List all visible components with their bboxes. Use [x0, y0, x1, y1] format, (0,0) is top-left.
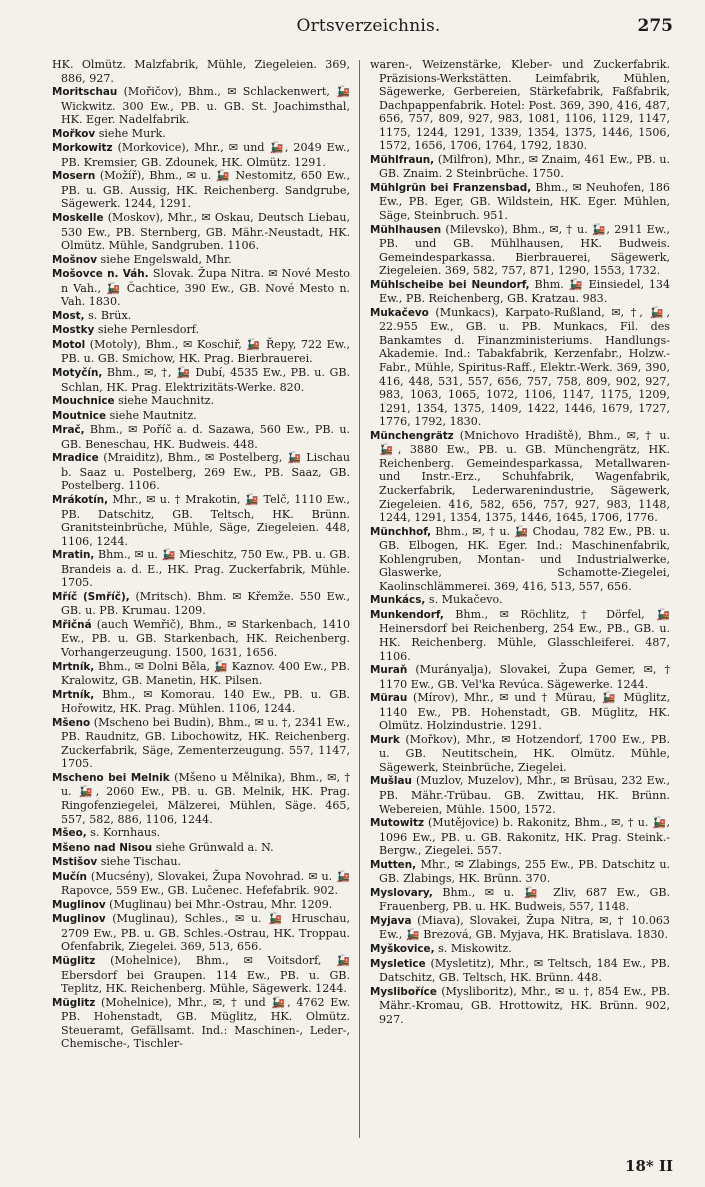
entry-headword: Mühlhausen [370, 223, 442, 236]
directory-entry [52, 309, 350, 324]
directory-entry [370, 306, 670, 429]
directory-entry [52, 618, 350, 660]
entry-headword: Mürau [370, 692, 408, 705]
entry-text: siehe Pernlesdorf. [97, 323, 200, 337]
entry-headword: Mühlgrün bei Franzensbad, [370, 181, 532, 194]
directory-entry [52, 898, 350, 913]
entry-headword: Muglinov [52, 913, 106, 926]
entry-headword: Myškovice, [370, 943, 435, 955]
entry-text: (Mritsch). Bhm. ✉ Křemže. 550 Ew., GB. u. PB. Krumau. 1209. [61, 589, 350, 618]
entry-text: siehe Murk. [98, 126, 166, 140]
directory-entry [52, 141, 350, 169]
right-column [370, 58, 670, 1158]
directory-entry [52, 423, 350, 451]
directory-entry [370, 774, 670, 816]
directory-entry [52, 826, 350, 841]
entry-text: Bhm., ✉, †, 🚂 Dubí, 4535 Ew., PB. u. GB. Schlan, HK. Prag. Elektrizitäts-Werke. 820. [61, 366, 350, 394]
entry-headword: Mscheno bei Melnik [52, 771, 170, 784]
entry-text: (Mořkov), Mhr., ✉ Hotzendorf, 1700 Ew., PB. u. GB. Neutitschein, HK. Olmütz. Mühle, Sägewerk, Steinbrüche, Ziegelei. [379, 732, 670, 774]
directory-entry [52, 169, 350, 211]
entry-headword: Münchhof, [370, 525, 432, 538]
entry-headword: Moritschau [52, 86, 118, 99]
entry-headword: Mukačevo [370, 306, 429, 319]
entry-text: (Mysletitz), Mhr., ✉ Teltsch, 184 Ew., PB. Datschitz, GB. Teltsch, HK. Brünn. 448. [379, 956, 670, 985]
directory-entry [370, 985, 670, 1027]
entry-text: (Moskov), Mhr., ✉ Oskau, Deutsch Liebau, 530 Ew., PB. Sternberg, GB. Mähr.-Neustadt, HK. Olmütz. Mühle, Sandgruben. 1106. [61, 211, 350, 253]
directory-entry [52, 451, 350, 493]
directory-entry [370, 593, 670, 608]
entry-text: siehe Engelswald, Mhr. [100, 252, 232, 266]
entry-headword: Muglinov [52, 898, 106, 911]
directory-entry [52, 870, 350, 898]
entry-headword: Mühlfraun, [370, 153, 435, 166]
directory-entry [370, 429, 670, 525]
entry-text: Bhm., ✉ Neuhofen, 186 Ew., PB. Eger, GB. Wildstein, HK. Eger. Mühlen, Säge, Steinbruch. 951. [379, 180, 670, 223]
entry-headword: Moutnice [52, 409, 107, 422]
entry-headword: Müglitz [52, 955, 96, 967]
entry-text: siehe Grünwald a. N. [155, 840, 274, 854]
entry-headword: Mrtník, [52, 660, 95, 673]
directory-entry [52, 409, 350, 424]
entry-text: (Mscheno bei Budin), Bhm., ✉ u. †, 2341 Ew., PB. Raudnitz, GB. Libochowitz, HK. Reichenberg. Zuckerfabrik, Säge, Zementerzeugung. 557, 1147, 1705. [61, 715, 350, 771]
directory-entry [370, 816, 670, 858]
entry-text: siehe Mauchnitz. [118, 394, 215, 408]
entry-headword: Myslovary, [370, 886, 433, 899]
entry-text: (Mořičov), Bhm., ✉ Schlackenwert, 🚂 Wickwitz. 300 Ew., PB. u. GB. St. Joachimsthal, HK. Eger. Nadelfabrik. [61, 85, 350, 127]
entry-text: (Muglinau) bei Mhr.-Ostrau, Mhr. 1209. [109, 897, 333, 911]
entry-headword: Munkács, [370, 594, 426, 607]
directory-entry [52, 855, 350, 870]
running-header [60, 16, 677, 42]
entry-headword: Mřičná [52, 618, 92, 631]
directory-entry [52, 590, 350, 618]
entry-text: siehe Mautnitz. [109, 408, 197, 422]
directory-entry [370, 223, 670, 278]
entry-text: (Mírov), Mhr., ✉ und † Mürau, 🚂 Müglitz, 1140 Ew., PB. Hohenstadt, GB. Müglitz, HK. Olmütz. Holzindustrie. 1291. [379, 691, 670, 733]
directory-entry [370, 608, 670, 663]
directory-entry [370, 525, 670, 594]
directory-entry [52, 548, 350, 590]
directory-entry [370, 914, 670, 942]
entry-text: (Miava), Slovakei, Župa Nitra, ✉, † 10.063 Ew., 🚂 Brezová, GB. Myjava, HK. Bratislava. 1830. [379, 913, 670, 942]
entry-text: Bhm., ✉ Röchlitz, † Dörfel, 🚂 Heinersdorf bei Reichenberg, 254 Ew., PB., GB. u. HK. Reichenberg. Mühle, Glasschleiferei. 487, 1106. [379, 607, 670, 663]
entry-text: (Mohelnice), Mhr., ✉, † und 🚂, 4762 Ew. PB. Hohenstadt, GB. Müglitz, HK. Olmütz. Steueramt, Gefällsamt. Ind.: Maschinen-, Leder-, Chemische-, Tischler- [61, 995, 350, 1051]
entry-headword: Muraň [370, 664, 408, 677]
directory-entry [52, 660, 350, 688]
entry-text: s. Brüx. [88, 308, 132, 322]
directory-entry [52, 323, 350, 338]
entry-text: Bhm., ✉ u. 🚂 Zliv, 687 Ew., GB. Frauenberg, PB. u. HK. Budweis, 557, 1148. [379, 885, 670, 914]
entry-text: Mhr., ✉ Zlabings, 255 Ew., PB. Datschitz u. GB. Zlabings, HK. Brünn. 370. [379, 857, 670, 886]
entry-text: (auch Wemřič), Bhm., ✉ Starkenbach, 1410 Ew., PB. u. GB. Starkenbach, HK. Reichenberg. Vorhangerzeugung. 1500, 1631, 1656. [61, 617, 350, 659]
entry-text: (Milevsko), Bhm., ✉, † u. 🚂, 2911 Ew., PB. und GB. Mühlhausen, HK. Budweis. Gemeindesparkassa. Bierbrauerei, Sägewerk, Ziegeleien. 369, 582, 757, 871, 1290, 1553, 1732. [379, 222, 670, 278]
page-title: Ortsverzeichnis. [296, 16, 441, 36]
directory-entry [370, 58, 670, 153]
entry-text: (Mšeno u Mělnika), Bhm., ✉, † u. 🚂, 2060 Ew., PB. u. GB. Melnik, HK. Prag. Ringofenziegelei, Mälzerei, Mühlen, Säge. 465, 557, 582, 886, 1106, 1244. [61, 770, 350, 826]
directory-entry [52, 954, 350, 996]
entry-text: Bhm., ✉ u. 🚂 Mieschitz, 750 Ew., PB. u. GB. Brandeis a. d. E., HK. Prag. Zuckerfabrik, Mühle. 1705. [61, 548, 350, 590]
directory-entry [52, 338, 350, 366]
directory-entry [370, 181, 670, 223]
directory-entry [370, 942, 670, 957]
entry-text: (Mysliboritz), Mhr., ✉ u. †, 854 Ew., PB. Mähr.-Kromau, GB. Hrottowitz, HK. Brünn. 902, 927. [379, 984, 670, 1026]
entry-headword: Mostky [52, 324, 95, 337]
entry-text: (Možíř), Bhm., ✉ u. 🚂 Nestomitz, 650 Ew., PB. u. GB. Aussig, HK. Reichenberg. Sandgrube, Sägewerk. 1244, 1291. [61, 169, 350, 211]
entry-text: (Mraiditz), Bhm., ✉ Postelberg, 🚂 Lischau b. Saaz u. Postelberg, 269 Ew., PB. Saaz, GB. Postelberg. 1106. [61, 451, 350, 493]
entry-text: Mhr., ✉ u. † Mrakotin, 🚂 Telč, 1110 Ew., PB. Datschitz, GB. Teltsch, HK. Brünn. Granitsteinbrüche, Mühle, Säge, Ziegeleien. 448, 1106, 1244. [61, 492, 350, 548]
entry-text: Bhm., ✉ Komorau. 140 Ew., PB. u. GB. Hořowitz, HK. Prag. Mühlen. 1106, 1244. [61, 687, 350, 716]
entry-headword: Münchengrätz [370, 429, 454, 442]
entry-headword: Mouchnice [52, 395, 115, 408]
entry-headword: Mořkov [52, 127, 96, 140]
entry-headword: Mříč (Smříč), [52, 590, 130, 603]
entry-headword: Müglitz [52, 996, 96, 1009]
entry-headword: Mrač, [52, 424, 85, 437]
directory-entry [52, 912, 350, 954]
entry-headword: Murk [370, 733, 400, 746]
entry-text: (Motoly), Bhm., ✉ Koschiř, 🚂 Řepy, 722 Ew., PB. u. GB. Smichow, HK. Prag. Bierbrauerei. [61, 337, 350, 366]
entry-headword: Mutten, [370, 858, 417, 871]
entry-text: Bhm. 🚂 Einsiedel, 134 Ew., PB. Reichenberg, GB. Kratzau. 983. [379, 277, 670, 306]
column-divider [359, 60, 360, 1138]
entry-text: (Muglinau), Schles., ✉ u. 🚂 Hruschau, 2709 Ew., PB. u. GB. Schles.-Ostrau, HK. Troppau. Ofenfabrik, Ziegelei. 369, 513, 656. [61, 912, 350, 954]
directory-entry [52, 85, 350, 127]
entry-text: (Mohelnice), Bhm., ✉ Voitsdorf, 🚂 Ebersdorf bei Graupen. 114 Ew., PB. u. GB. Teplitz, HK. Reichenberg. Mühle, Sägewerk. 1244. [61, 954, 350, 996]
entry-headword: Mšeno nad Nisou [52, 841, 153, 854]
entry-headword: Mosern [52, 170, 96, 183]
entry-text: s. Miskowitz. [438, 942, 512, 955]
directory-entry [52, 771, 350, 826]
entry-headword: Mstišov [52, 856, 98, 869]
directory-entry [370, 278, 670, 306]
entry-headword: Moskelle [52, 212, 104, 225]
directory-entry [370, 691, 670, 733]
directory-entry [370, 153, 670, 181]
entry-headword: Mšeno [52, 716, 91, 729]
entry-text: s. Mukačevo. [428, 593, 503, 607]
entry-text: waren-, Weizenstärke, Kleber- und Zuckerfabrik. Präzisions-Werkstätten. Leimfabrik, Mühlen, Sägewerke, Gerbereien, Stärkefabrik, Faßfabrik, Dachpappenfabrik. Hotel: Post. 369, 390, 416, 487, 656, 757, 809, 927, 983, 1081, 1106, 1129, 1147, 1175, 1244, 1291, 1339, 1354, 1375, 1446, 1506, 1572, 1656, 1706, 1764, 1792, 1830. [370, 58, 670, 153]
directory-entry [52, 211, 350, 253]
entry-text: (Milfron), Mhr., ✉ Znaim, 461 Ew., PB. u. GB. Znaim. 2 Steinbrüche. 1750. [379, 152, 670, 181]
entry-headword: Mratin, [52, 549, 95, 562]
entry-headword: Myjava [370, 914, 412, 927]
entry-text: s. Kornhaus. [90, 826, 161, 840]
entry-headword: Mrákotín, [52, 493, 109, 506]
entry-headword: Mšeo, [52, 827, 87, 840]
directory-entry [52, 996, 350, 1051]
directory-entry [370, 858, 670, 886]
directory-entry [52, 394, 350, 409]
entry-headword: Munkendorf, [370, 608, 444, 621]
entry-headword: Mrtník, [52, 688, 95, 701]
entry-headword: Mühlscheibe bei Neundorf, [370, 278, 530, 291]
directory-entry [52, 127, 350, 142]
directory-entry [52, 493, 350, 548]
entry-text: Bhm., ✉, † u. 🚂 Chodau, 782 Ew., PB. u. GB. Elbogen, HK. Eger. Ind.: Maschinenfabrik, Kohlengruben, Montan- und Industrialwerke, Glaswerke, Schamotte-Ziegelei, Kaolinschlämmerei. 369, 416, 513, 557, 656. [379, 524, 670, 593]
entry-headword: Motol [52, 338, 86, 351]
entry-headword: Mošovce n. Váh. [52, 268, 149, 281]
entry-text: Bhm., ✉ Poříč a. d. Sazawa, 560 Ew., PB. u. GB. Beneschau, HK. Budweis. 448. [61, 423, 350, 451]
left-column [52, 58, 350, 1158]
directory-entry [52, 688, 350, 716]
entry-text: (Mnichovo Hradiště), Bhm., ✉, † u. 🚂, 3880 Ew., PB. u. GB. Münchengrätz, HK. Reichenberg. Gemeindesparkassa, Metallwaren- und Instr.-Erz., Schuhfabrik, Wagenfabrik, Zuckerfabrik, Lederwarenindustrie, Sägewerk, Ziegeleien. 416, 582, 656, 757, 927, 983, 1148, 1244, 1291, 1354, 1375, 1446, 1645, 1706, 1776. [379, 428, 670, 525]
entry-headword: Mradice [52, 452, 99, 465]
entry-headword: Mysliboříce [370, 985, 437, 998]
entry-headword: Mušlau [370, 775, 412, 788]
entry-text: HK. Olmütz. Malzfabrik, Mühle, Ziegeleien. 369, 886, 927. [52, 58, 350, 85]
entry-headword: Most, [52, 309, 85, 322]
entry-text: Slovak. Župa Nitra. ✉ Nové Mesto n Vah., 🚂 Čachtice, 390 Ew., GB. Nové Mesto n. Vah. 1830. [61, 267, 350, 309]
directory-entry [52, 58, 350, 85]
entry-text: (Mucsény), Slovakei, Župa Novohrad. ✉ u. 🚂 Rapovce, 559 Ew., GB. Lučenec. Hefefabrik. 902. [61, 869, 350, 898]
entry-headword: Mučín [52, 870, 87, 883]
entry-text: (Morkovice), Mhr., ✉ und 🚂, 2049 Ew., PB. Kremsier, GB. Zdounek, HK. Olmütz. 1291. [61, 141, 350, 169]
entry-text: (Munkacs), Karpato-Rußland, ✉, †, 🚂, 22.955 Ew., GB. u. PB. Munkacs, Fil. des Bankamtes d. Finanzministeriums. Handlungs-Akademie. Ind.: Tabakfabrik, Kerzenfabr., Holzw.-Fabr., Mühle, Spiritus-Raff., Elektr.-Werk. 369, 390, 416, 448, 531, 557, 656, 757, 758, 809, 902, 927, 983, 1063, 1065, 1072, 1106, 1147, 1175, 1209, 1291, 1354, 1375, 1409, 1422, 1446, 1679, 1727, 1776, 1792, 1830. [379, 305, 670, 429]
directory-entry [370, 733, 670, 775]
directory-entry [52, 716, 350, 771]
directory-entry [370, 957, 670, 985]
directory-entry [52, 841, 350, 856]
directory-entry [370, 886, 670, 914]
entry-headword: Morkowitz [52, 142, 113, 155]
entry-text: siehe Tischau. [100, 855, 182, 869]
entry-headword: Mošnov [52, 253, 97, 266]
entry-headword: Mysletice [370, 957, 426, 970]
entry-text: Bhm., ✉ Dolni Běla, 🚂 Kaznov. 400 Ew., PB. Kralowitz, GB. Manetin, HK. Pilsen. [61, 659, 350, 688]
entry-headword: Motyčín, [52, 367, 103, 380]
signature-mark: 18* II [625, 1157, 673, 1175]
entry-text: (Muzlov, Muzelov), Mhr., ✉ Brüsau, 232 Ew., PB. Mähr.-Trübau. GB. Zwittau, HK. Brünn. Webereien, Mühle. 1500, 1572. [379, 774, 670, 816]
directory-entry [370, 663, 670, 691]
directory-entry [52, 253, 350, 268]
directory-entry [52, 366, 350, 394]
directory-entry [52, 267, 350, 309]
page-number: 275 [637, 16, 673, 36]
entry-text: (Mutějovice) b. Rakonitz, Bhm., ✉, † u. 🚂, 1096 Ew., PB. u. GB. Rakonitz, HK. Prag. Steink.-Bergw., Ziegelei. 557. [379, 816, 670, 858]
entry-headword: Mutowitz [370, 817, 425, 830]
entry-text: (Murányalja), Slovakei, Župa Gemer, ✉, † 1170 Ew., GB. Vel'ka Revúca. Sägewerke. 1244. [379, 663, 670, 691]
